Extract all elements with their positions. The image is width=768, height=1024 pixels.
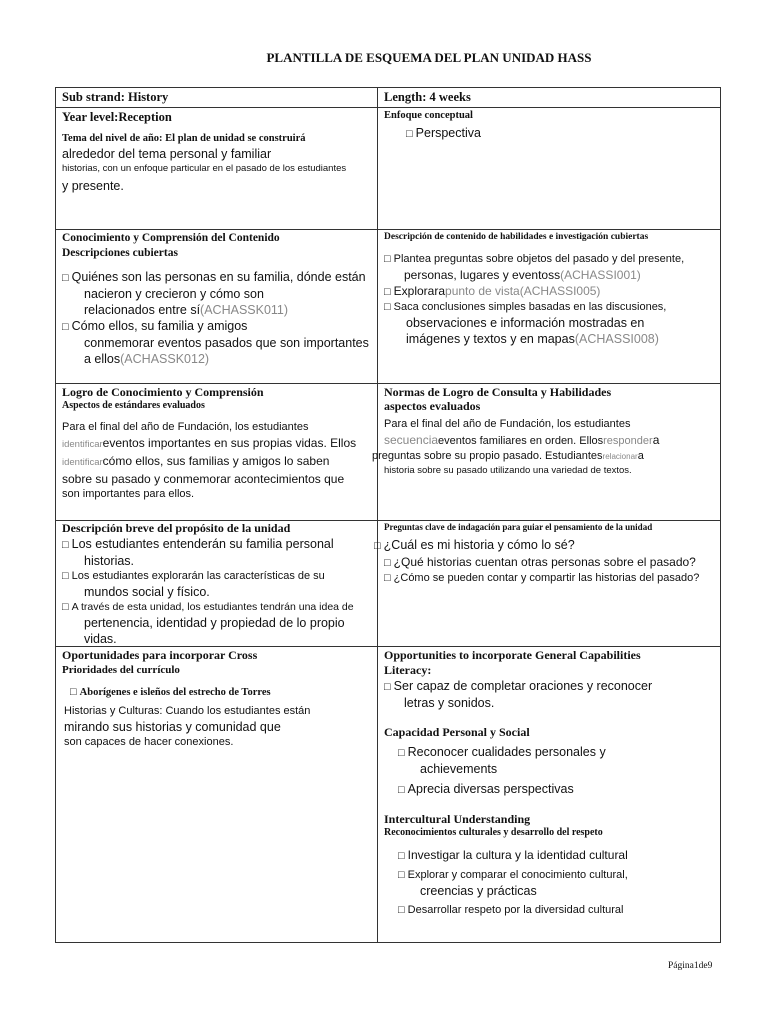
list-item-continued: imágenes y textos y en mapas(ACHASSI008) [406, 332, 659, 346]
conceptual-focus-heading: Enfoque conceptual [384, 110, 473, 121]
checkbox-icon: □ [374, 540, 381, 552]
theme-line: y presente. [62, 179, 124, 193]
list-item: □ ¿Cómo se pueden contar y compartir las historias del pasado? [384, 572, 700, 584]
personal-social-heading: Capacidad Personal y Social [384, 725, 530, 739]
paragraph-line: secuenciaeventos familiares en orden. Ellosrespondera [384, 433, 660, 447]
list-item-continued: conmemorar eventos pasados que son importantes [84, 336, 369, 350]
checkbox-icon: □ [384, 557, 391, 569]
year-level-heading: Year level:Reception [62, 110, 172, 124]
page-title: PLANTILLA DE ESQUEMA DEL PLAN UNIDAD HASS [266, 50, 592, 65]
list-item: □ Saca conclusiones simples basadas en las discusiones, [384, 301, 667, 313]
row-divider [56, 229, 720, 230]
checkbox-icon: □ [384, 572, 391, 584]
list-item-continued: pertenencia, identidad y propiedad de lo propio [84, 616, 345, 630]
section-heading: Descripción breve del propósito de la unidad [62, 521, 291, 535]
list-item-continued: historias. [84, 554, 135, 568]
list-item: □ Explorar y comparar el conocimiento cultural, [398, 869, 628, 881]
checkbox-icon: □ [62, 601, 69, 613]
section-subheading: Aspectos de estándares evaluados [62, 400, 205, 411]
paragraph-line: identificarcómo ellos, sus familias y amigos lo saben [62, 454, 330, 468]
unit-plan-table [55, 87, 721, 943]
list-item: □ Aprecia diversas perspectivas [398, 782, 574, 796]
curriculum-code: (ACHASSI001) [560, 268, 641, 282]
list-item-continued: mundos social y físico. [84, 585, 210, 599]
section-heading: Normas de Logro de Consulta y Habilidades [384, 385, 612, 399]
list-item: □ ¿Cuál es mi historia y cómo lo sé? [374, 538, 575, 552]
inquiry-achievement-cell [372, 385, 722, 477]
list-item: □ Perspectiva [406, 126, 481, 140]
checkbox-icon: □ [398, 904, 405, 916]
section-heading: Descripción de contenido de habilidades e investigación cubiertas [384, 232, 649, 242]
checkbox-icon: □ [62, 539, 69, 551]
list-item: □ Los estudiantes entenderán su familia personal [62, 537, 334, 551]
checkbox-icon: □ [384, 253, 391, 265]
paragraph-line: historia sobre su pasado utilizando una variedad de textos. [384, 465, 632, 476]
list-item: □ ¿Qué historias cuentan otras personas sobre el pasado? [384, 555, 696, 569]
checkbox-icon: □ [406, 128, 413, 140]
paragraph-line: son importantes para ellos. [62, 488, 195, 500]
paragraph-line: Para el final del año de Fundación, los estudiantes [62, 421, 309, 433]
checkbox-icon: □ [62, 272, 69, 284]
paragraph-line: Historias y Culturas: Cuando los estudiantes están [64, 705, 311, 717]
checkbox-icon: □ [398, 850, 405, 862]
list-item: □ Reconocer cualidades personales y [398, 745, 606, 759]
section-subheading: Descripciones cubiertas [62, 247, 178, 259]
paragraph-line: Para el final del año de Fundación, los estudiantes [384, 418, 631, 430]
list-item-continued: observaciones e información mostradas en [406, 316, 645, 330]
list-item: □ Cómo ellos, su familia y amigos [62, 319, 248, 333]
cross-curriculum-cell [56, 648, 377, 750]
knowledge-achievement-cell [56, 385, 377, 502]
theme-line: alrededor del tema personal y familiar [62, 147, 272, 161]
theme-line: Tema del nivel de año: El plan de unidad se construirá [62, 133, 306, 144]
year-level-cell [56, 109, 377, 194]
list-item-continued: vidas. [84, 632, 117, 646]
section-heading: Preguntas clave de indagación para guiar el pensamiento de la unidad [384, 522, 653, 532]
curriculum-code: (ACHASSK012) [120, 352, 210, 366]
list-item: □ Investigar la cultura y la identidad cultural [398, 848, 628, 862]
list-item: □ Plantea preguntas sobre objetos del pasado y del presente, [384, 253, 685, 265]
row-divider [56, 383, 720, 384]
literacy-heading: Literacy: [384, 663, 432, 677]
checkbox-icon: □ [398, 869, 405, 881]
unit-purpose-cell [56, 521, 377, 647]
list-item: □ A través de esta unidad, los estudiantes tendrán una idea de [62, 601, 354, 613]
section-subheading: Prioridades del currículo [62, 664, 180, 676]
paragraph-line: preguntas sobre su propio pasado. Estudiantesrelacionara [372, 450, 644, 462]
checkbox-icon: □ [70, 686, 77, 698]
curriculum-code: (ACHASSI008) [574, 332, 659, 346]
paragraph-line: son capaces de hacer conexiones. [64, 736, 234, 748]
paragraph-line: mirando sus historias y comunidad que [64, 720, 281, 734]
intercultural-heading: Intercultural Understanding [384, 812, 531, 826]
checkbox-icon: □ [62, 321, 69, 333]
checkbox-icon: □ [398, 747, 405, 759]
list-item-continued: a ellos(ACHASSK012) [84, 352, 210, 366]
list-item: □ Quiénes son las personas en su familia, dónde están [62, 270, 366, 284]
paragraph-line: identificareventos importantes en sus propias vidas. Ellos [62, 436, 357, 450]
checkbox-icon: □ [384, 681, 391, 693]
length-label: Length: 4 weeks [384, 90, 471, 104]
length-cell [378, 89, 722, 105]
list-item: □ Aborígenes e isleños del estrecho de Torres [70, 686, 271, 698]
skills-inquiry-cell [378, 231, 722, 347]
sub-strand-label: Sub strand: History [62, 90, 169, 104]
section-heading: Conocimiento y Comprensión del Contenido [62, 232, 280, 244]
list-item-continued: creencias y prácticas [420, 884, 537, 898]
intercultural-subheading: Reconocimientos culturales y desarrollo del respeto [384, 827, 603, 838]
checkbox-icon: □ [384, 301, 391, 313]
checkbox-icon: □ [398, 784, 405, 796]
list-item: □ Ser capaz de completar oraciones y reconocer [384, 679, 653, 693]
curriculum-code: (ACHASSK011) [200, 303, 289, 317]
list-item-continued: achievements [420, 762, 498, 776]
general-capabilities-cell [378, 648, 722, 918]
list-item-continued: letras y sonidos. [404, 696, 495, 710]
theme-line: historias, con un enfoque particular en el pasado de los estudiantes [62, 163, 347, 174]
list-item: □ Desarrollar respeto por la diversidad cultural [398, 904, 624, 916]
section-heading: Oportunidades para incorporar Cross [62, 648, 258, 662]
key-questions-cell [374, 521, 722, 586]
sub-strand-cell [56, 89, 377, 105]
list-item: □ Los estudiantes explorarán las características de su [62, 570, 325, 582]
checkbox-icon: □ [62, 570, 69, 582]
conceptual-focus-cell [378, 109, 722, 142]
list-item-continued: relacionados entre sí(ACHASSK011) [84, 303, 289, 317]
row-divider [56, 107, 720, 108]
list-item: □ Explorarapunto de vista(ACHASSI005) [384, 284, 601, 298]
section-heading: Logro de Conocimiento y Comprensión [62, 385, 264, 399]
page-number: Página1de9 [668, 961, 713, 971]
content-knowledge-cell [56, 231, 377, 367]
paragraph-line: sobre su pasado y conmemorar acontecimientos que [62, 472, 345, 486]
section-heading: Opportunities to incorporate General Capabilities [384, 648, 641, 662]
curriculum-code: (ACHASSI005) [519, 284, 601, 298]
section-subheading: aspectos evaluados [384, 399, 481, 413]
list-item-continued: nacieron y crecieron y cómo son [84, 287, 264, 301]
checkbox-icon: □ [384, 286, 391, 298]
list-item-continued: personas, lugares y eventoss(ACHASSI001) [404, 268, 641, 282]
